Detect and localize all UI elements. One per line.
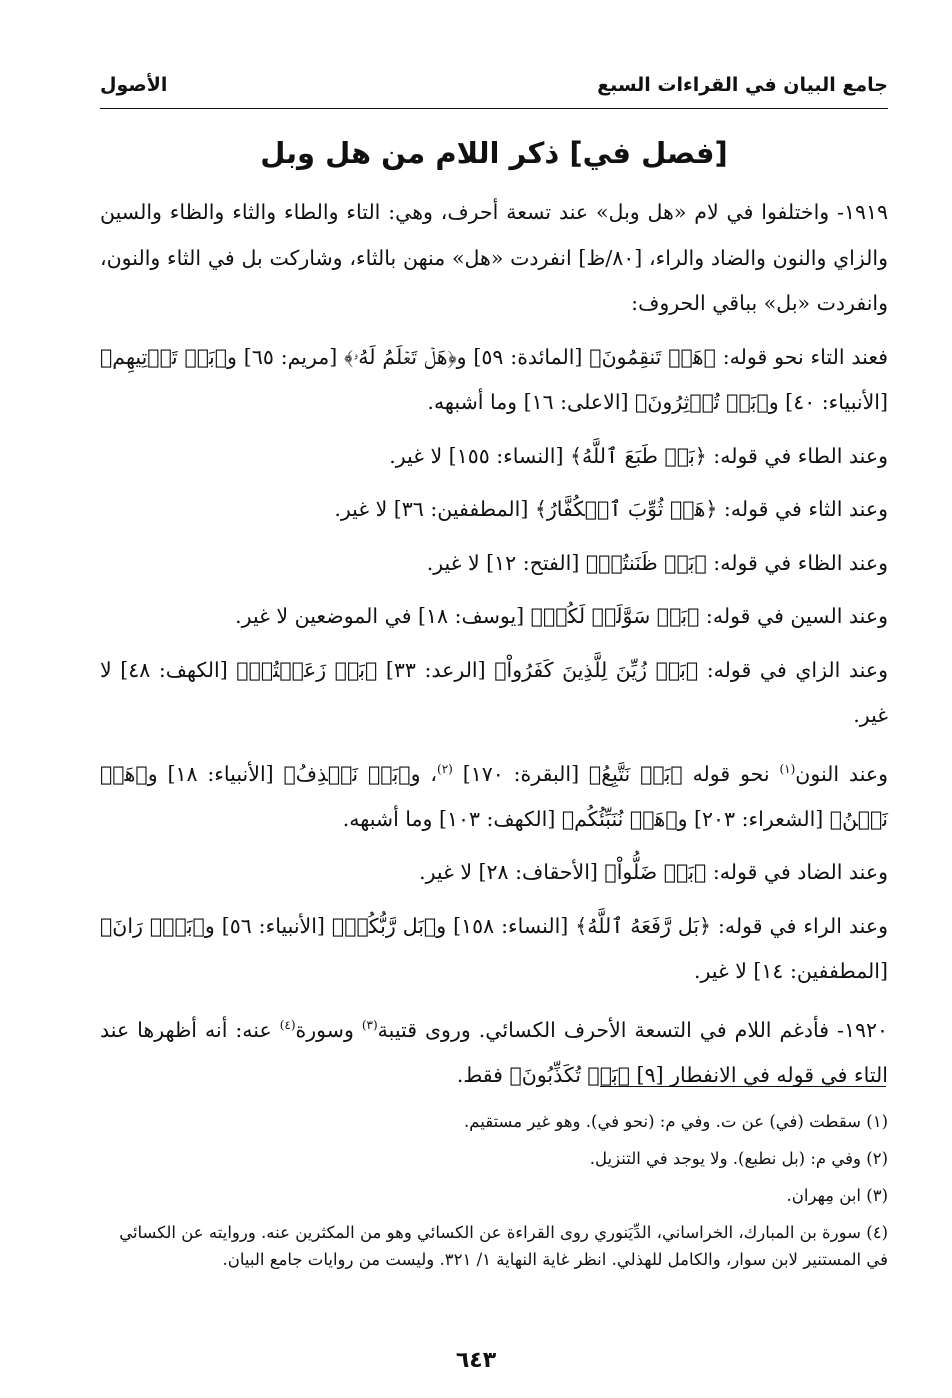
footnote-rule (600, 1086, 886, 1087)
paragraph-ra: وعند الراء في قوله: ﴿بَل رَّفَعَهُ ٱللَّهُ﴾ [النساء: ١٥٨] و﴿بَل رَّبُّكُمۡ﴾ [الأنبياء: ٥٦] و﴿بَلۡۜ رَانَ﴾ [المطففين: ١٤] لا غير. (100, 913, 888, 984)
last-prefix: ١٩٢٠- فأدغم اللام في التسعة الأحرف الكسائي. وروى قتيبة (377, 1017, 889, 1042)
footnote-ref-2[interactable]: (٢) (437, 761, 453, 776)
footnote-3: (٣) ابن مِهران. (786, 1186, 888, 1205)
paragraph-1919: ١٩١٩- واختلفوا في لام «هل وبل» عند تسعة أحرف، وهي: التاء والطاء والثاء والظاء والسين والزاي والنون والضاد والراء، [٨٠/ظ] انفردت «هل» منهن بالثاء، وشاركت بل في الثاء والنون، وانفردت «بل» بباقي الحروف: (100, 200, 888, 315)
footnote-4: (٤) سورة بن المبارك، الخراساني، الدِّيَنوري روى القراءة عن الكسائي وهو من المكثرين عنه. وروايته عن الكسائي في المستنير لابن سوار، والكامل للهذلي. انظر غاية النهاية ١/ ٣٢١. وليست من روايات جامع البيان. (119, 1223, 888, 1269)
footnote-ref-4[interactable]: (٤) (279, 1017, 296, 1032)
nun-suffix: ، و﴿بَلۡ نَقۡذِفُ﴾ [الأنبياء: ١٨] و﴿هَلۡ نَحۡنُ﴾ [الشعراء: ٢٠٣] و﴿هَلۡ نُنَبِّئُكُم﴾ [الكهف: ١٠٣] وما أشبهه. (100, 761, 888, 831)
paragraph-ta: فعند التاء نحو قوله: ﴿هَلۡ تَنقِمُونَ﴾ [المائدة: ٥٩] و﴿هَلۡ تَعۡلَمُ لَهُۥ﴾ [مريم: ٦٥] و﴿بَلۡ تَأۡتِيهِم﴾ [الأنبياء: ٤٠] و﴿بَلۡ تُؤۡثِرُونَ﴾ [الاعلى: ١٦] وما أشبهه. (100, 344, 889, 414)
last-middle: وسورة (295, 1017, 362, 1042)
page-number: ٦٤٣ (455, 1348, 497, 1373)
running-header (100, 74, 888, 104)
nun-prefix: وعند النون (795, 761, 889, 786)
paragraph-dha: وعند الظاء في قوله: ﴿بَلۡ ظَنَنتُمۡ﴾ [الفتح: ١٢] لا غير. (426, 550, 888, 575)
last-suffix: عنه: أنه أظهرها عند التاء في قوله في الانفطار [٩] ﴿بَلۡ تُكَذِّبُونَ﴾ فقط. (100, 1017, 888, 1088)
paragraph-taa: وعند الطاء في قوله: ﴿بَلۡ طَبَعَ ٱللَّهُ﴾ [النساء: ١٥٥] لا غير. (389, 443, 888, 468)
paragraph-zay: وعند الزاي في قوله: ﴿بَلۡ زُيِّنَ لِلَّذِينَ كَفَرُواْ﴾ [الرعد: ٣٣] ﴿بَلۡ زَعَمۡتُمۡ﴾ [الكهف: ٤٨] لا غير. (100, 657, 888, 727)
chapter-heading: [فصل في] ذكر اللام من هل وبل (260, 136, 728, 170)
paragraph-nun (100, 747, 888, 843)
footnote-1: (١) سقطت (في) عن ت. وفي م: (نحو في). وهو غير مستقيم. (464, 1112, 888, 1131)
nun-middle: نحو قوله ﴿بَلۡ نَتَّبِعُ﴾ [البقرة: ١٧٠] (452, 761, 780, 786)
footnotes (96, 1108, 888, 1273)
paragraph-tha: وعند الثاء في قوله: ﴿هَلۡ ثُوِّبَ ٱلۡكُفَّارُ﴾ [المطففين: ٣٦] لا غير. (334, 497, 888, 521)
footnote-ref-1[interactable]: (١) (779, 761, 796, 776)
footnote-ref-3[interactable]: (٣) (361, 1017, 378, 1032)
book-title: جامع البيان في القراءات السبع (597, 74, 888, 96)
header-rule (100, 108, 888, 109)
paragraph-sin: وعند السين في قوله: ﴿بَلۡ سَوَّلَتۡ لَكُمۡ﴾ [يوسف: ١٨] في الموضعين لا غير. (235, 604, 888, 628)
footnote-2: (٢) وفي م: (بل نطبع). ولا يوجد في التنزيل. (589, 1149, 888, 1168)
section-name: الأصول (100, 74, 168, 96)
paragraph-dad: وعند الضاد في قوله: ﴿بَلۡ ضَلُّواْ﴾ [الأحقاف: ٢٨] لا غير. (419, 860, 888, 885)
paragraph-1920 (100, 1003, 888, 1099)
main-text (100, 190, 888, 1107)
